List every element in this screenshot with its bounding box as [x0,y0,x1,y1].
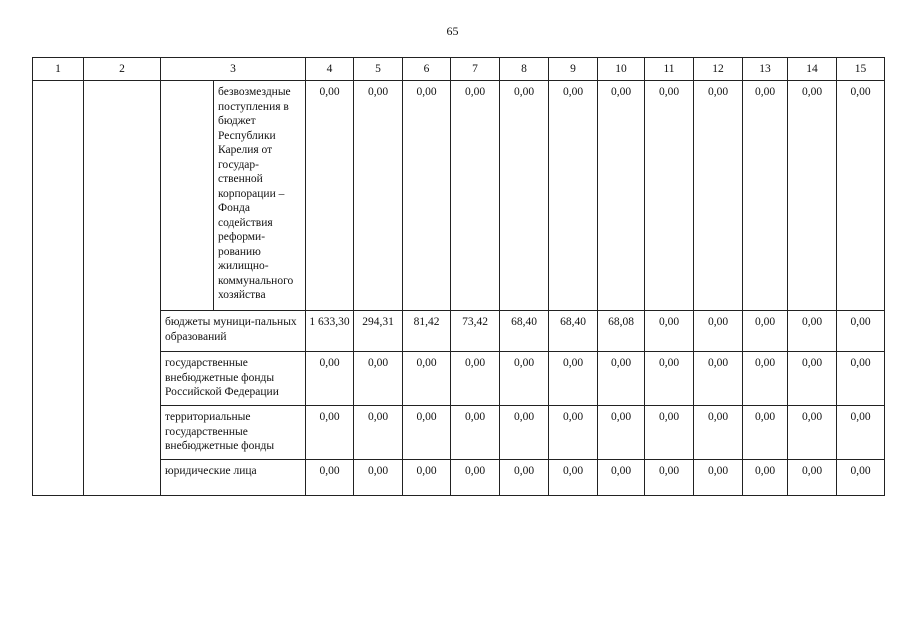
table-row [33,81,885,311]
value-cell: 0,00 [788,81,837,311]
value-cell: 0,00 [354,81,403,311]
value-cell: 73,42 [451,311,500,352]
column-header: 9 [549,58,598,81]
table-row [33,311,885,352]
row-label: государственные внебюджетные фонды Российской Федерации [161,352,306,406]
value-cell: 68,40 [500,311,549,352]
value-cell: 0,00 [354,406,403,460]
value-cell: 0,00 [549,352,598,406]
indent-cell [161,81,214,311]
column-header: 11 [645,58,694,81]
value-cell: 0,00 [645,311,694,352]
value-cell: 0,00 [694,460,743,496]
empty-cell-col1 [33,81,84,496]
value-cell: 0,00 [694,311,743,352]
value-cell: 0,00 [598,406,645,460]
empty-cell-col2 [84,81,161,496]
value-cell: 294,31 [354,311,403,352]
table-row [33,406,885,460]
value-cell: 0,00 [451,352,500,406]
value-cell: 0,00 [306,406,354,460]
value-cell: 0,00 [837,311,885,352]
value-cell: 0,00 [743,352,788,406]
value-cell: 0,00 [598,460,645,496]
value-cell: 0,00 [451,460,500,496]
value-cell: 0,00 [306,81,354,311]
column-header: 7 [451,58,500,81]
value-cell: 0,00 [598,81,645,311]
value-cell: 0,00 [694,352,743,406]
column-header: 14 [788,58,837,81]
column-header: 3 [161,58,306,81]
value-cell: 0,00 [743,311,788,352]
value-cell: 0,00 [354,352,403,406]
row-label: территориальные государственные внебюджетные фонды [161,406,306,460]
value-cell: 0,00 [837,460,885,496]
value-cell: 0,00 [837,81,885,311]
value-cell: 81,42 [403,311,451,352]
value-cell: 0,00 [549,406,598,460]
value-cell: 0,00 [549,81,598,311]
value-cell: 0,00 [451,81,500,311]
value-cell: 0,00 [306,460,354,496]
value-cell: 0,00 [403,81,451,311]
value-cell: 0,00 [500,81,549,311]
table-header-row [33,58,885,81]
table-row [33,460,885,496]
value-cell: 0,00 [645,352,694,406]
row-label: безвозмездные поступления в бюджет Республики Карелия от государ-ственной корпорации – Фонда содействия реформи-рованию жилищно-коммунального хозяйства [214,81,306,311]
table-row [33,352,885,406]
column-header: 10 [598,58,645,81]
value-cell: 0,00 [645,406,694,460]
value-cell: 0,00 [645,460,694,496]
value-cell: 0,00 [500,460,549,496]
value-cell: 0,00 [694,81,743,311]
value-cell: 0,00 [645,81,694,311]
value-cell: 0,00 [500,406,549,460]
value-cell: 0,00 [788,460,837,496]
page-number: 65 [446,24,459,38]
column-header: 6 [403,58,451,81]
value-cell: 0,00 [837,406,885,460]
value-cell: 0,00 [306,352,354,406]
value-cell: 0,00 [694,406,743,460]
column-header: 4 [306,58,354,81]
column-header: 5 [354,58,403,81]
value-cell: 0,00 [788,352,837,406]
value-cell: 1 633,30 [306,311,354,352]
value-cell: 0,00 [837,352,885,406]
row-label: бюджеты муници-пальных образований [161,311,306,352]
value-cell: 0,00 [598,352,645,406]
column-header: 2 [84,58,161,81]
value-cell: 0,00 [500,352,549,406]
column-header: 15 [837,58,885,81]
column-header: 1 [33,58,84,81]
value-cell: 0,00 [788,406,837,460]
column-header: 12 [694,58,743,81]
value-cell: 0,00 [788,311,837,352]
value-cell: 0,00 [403,406,451,460]
budget-table [32,57,885,496]
row-label: юридические лица [161,460,306,496]
value-cell: 0,00 [743,406,788,460]
value-cell: 0,00 [403,352,451,406]
column-header: 8 [500,58,549,81]
value-cell: 0,00 [403,460,451,496]
value-cell: 0,00 [743,81,788,311]
value-cell: 0,00 [451,406,500,460]
value-cell: 0,00 [743,460,788,496]
value-cell: 0,00 [549,460,598,496]
value-cell: 0,00 [354,460,403,496]
value-cell: 68,40 [549,311,598,352]
column-header: 13 [743,58,788,81]
value-cell: 68,08 [598,311,645,352]
